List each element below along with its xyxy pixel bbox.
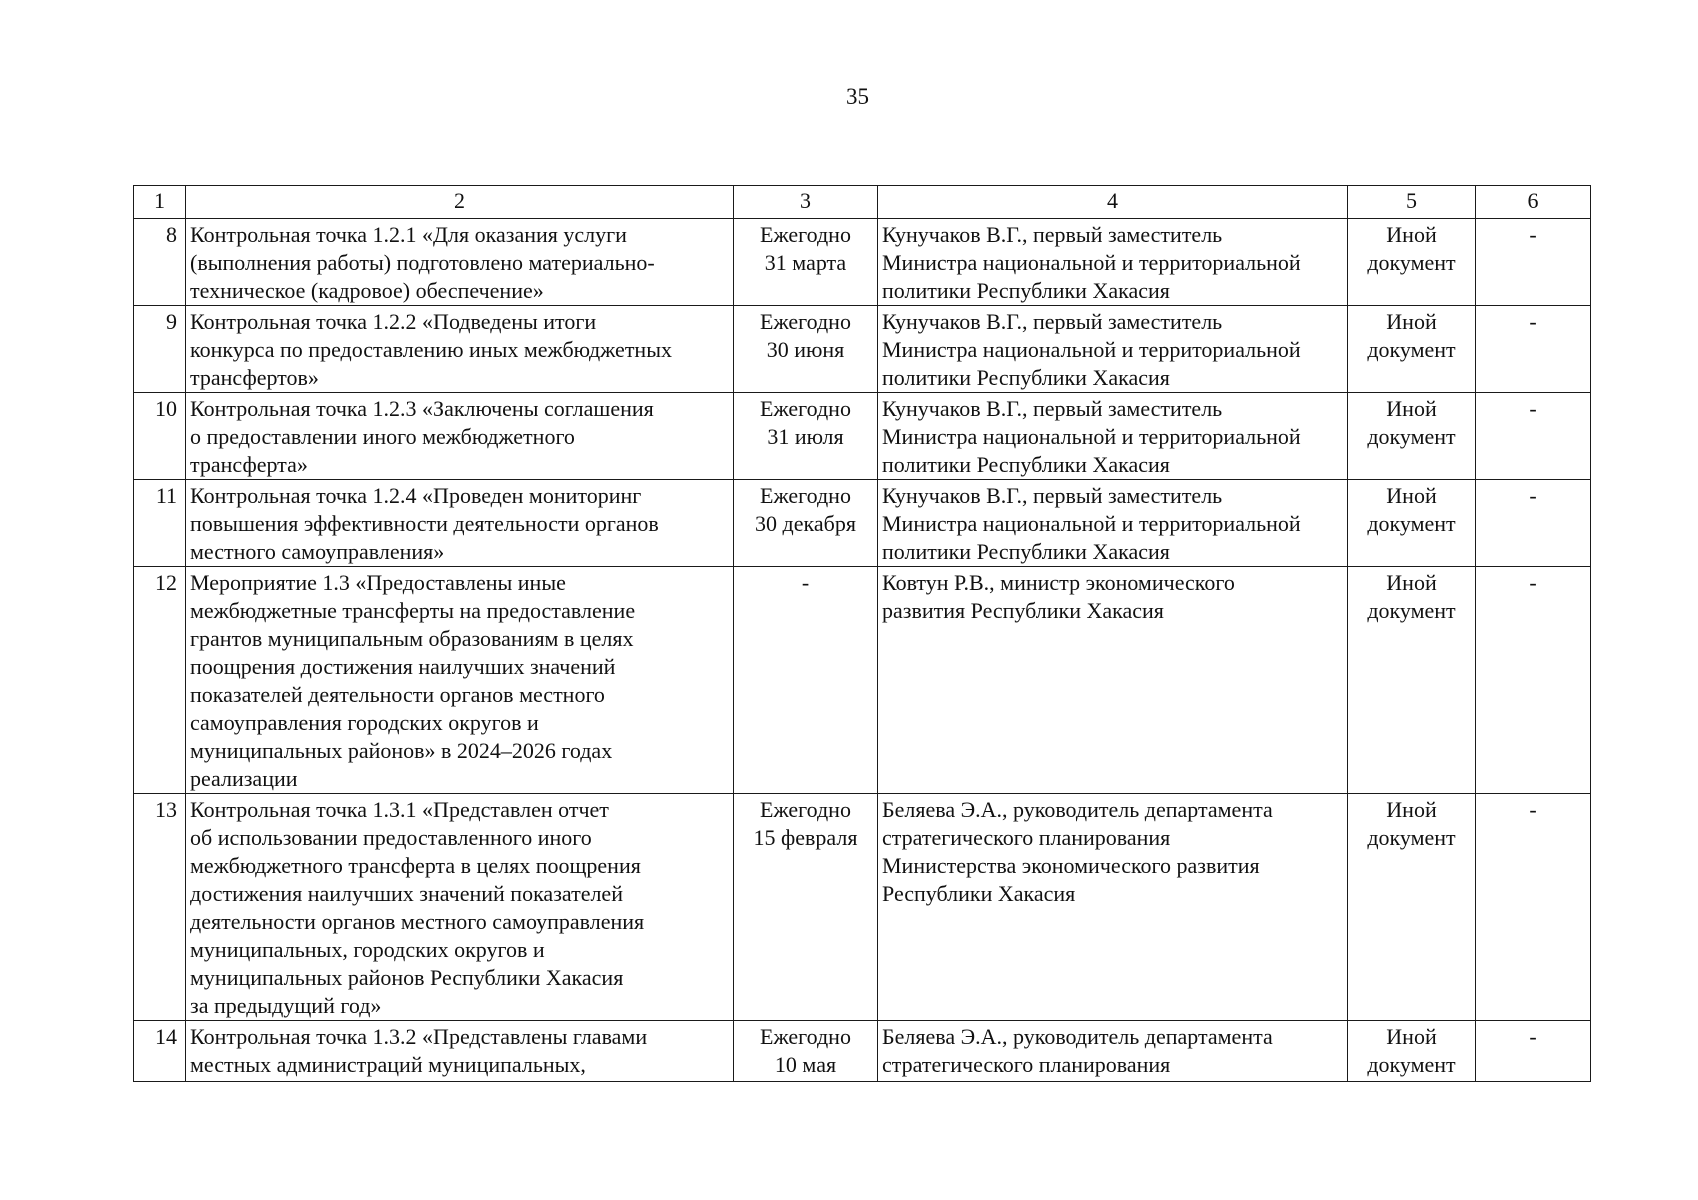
event-name-line: Контрольная точка 1.3.2 «Представлены главами	[190, 1024, 648, 1049]
event-name-cell	[186, 393, 734, 480]
event-name-line: реализации	[190, 766, 298, 791]
table-row	[134, 219, 1591, 306]
responsible-cell	[878, 794, 1348, 1021]
column-6-cell: -	[1476, 567, 1591, 794]
responsible-line: развития Республики Хакасия	[882, 598, 1164, 623]
row-number: 13	[134, 794, 186, 1021]
event-name-cell	[186, 480, 734, 567]
event-name-line: повышения эффективности деятельности органов	[190, 511, 659, 536]
responsible-line: Кунучаков В.Г., первый заместитель	[882, 483, 1223, 508]
responsible-cell	[878, 393, 1348, 480]
deadline-cell	[734, 480, 878, 567]
deadline-line: 30 июня	[766, 337, 845, 362]
event-name-line: самоуправления городских округов и	[190, 710, 539, 735]
document-type-line: документ	[1367, 598, 1456, 623]
deadline-line: Ежегодно	[760, 309, 851, 334]
column-6-cell: -	[1476, 480, 1591, 567]
event-name-line: муниципальных районов» в 2024–2026 годах	[190, 738, 613, 763]
responsible-line: Министерства экономического развития	[882, 853, 1260, 878]
table-row	[134, 1021, 1591, 1082]
header-cell-5: 5	[1348, 186, 1476, 219]
deadline-line: Ежегодно	[760, 483, 851, 508]
header-cell-3: 3	[734, 186, 878, 219]
event-name-line: деятельности органов местного самоуправления	[190, 909, 645, 934]
row-number: 11	[134, 480, 186, 567]
responsible-cell	[878, 567, 1348, 794]
table-row	[134, 794, 1591, 1021]
responsible-line: Министра национальной и территориальной	[882, 511, 1301, 536]
event-name-line: муниципальных районов Республики Хакасия	[190, 965, 624, 990]
deadline-cell	[734, 393, 878, 480]
document-type-cell	[1348, 1021, 1476, 1082]
responsible-cell	[878, 480, 1348, 567]
responsible-cell	[878, 1021, 1348, 1082]
responsible-line: Кунучаков В.Г., первый заместитель	[882, 222, 1223, 247]
responsible-line: политики Республики Хакасия	[882, 539, 1170, 564]
deadline-line: 30 декабря	[755, 511, 856, 536]
deadline-cell	[734, 1021, 878, 1082]
document-type-cell	[1348, 480, 1476, 567]
table-row	[134, 393, 1591, 480]
event-name-line: межбюджетного трансферта в целях поощрения	[190, 853, 641, 878]
document-type-line: документ	[1367, 424, 1456, 449]
row-number: 10	[134, 393, 186, 480]
event-name-line: Контрольная точка 1.2.3 «Заключены соглашения	[190, 396, 654, 421]
event-name-line: конкурса по предоставлению иных межбюджетных	[190, 337, 672, 362]
deadline-line: 31 марта	[764, 250, 847, 275]
deadline-line: 31 июля	[767, 424, 844, 449]
deadline-cell	[734, 306, 878, 393]
document-type-cell	[1348, 219, 1476, 306]
event-name-line: местного самоуправления»	[190, 539, 445, 564]
responsible-line: политики Республики Хакасия	[882, 365, 1170, 390]
document-type-cell	[1348, 567, 1476, 794]
event-name-line: трансферта»	[190, 452, 308, 477]
document-type-line: Иной	[1386, 1024, 1437, 1049]
event-name-line: местных администраций муниципальных,	[190, 1052, 586, 1077]
event-name-cell	[186, 306, 734, 393]
event-name-line: Контрольная точка 1.2.2 «Подведены итоги	[190, 309, 597, 334]
table-row	[134, 567, 1591, 794]
deadline-line: 15 февраля	[753, 825, 858, 850]
responsible-line: Ковтун Р.В., министр экономического	[882, 570, 1235, 595]
column-6-cell: -	[1476, 306, 1591, 393]
responsible-cell	[878, 306, 1348, 393]
event-name-line: Контрольная точка 1.2.4 «Проведен мониторинг	[190, 483, 642, 508]
deadline-line: Ежегодно	[760, 396, 851, 421]
table-row	[134, 480, 1591, 567]
event-name-line: показателей деятельности органов местного	[190, 682, 605, 707]
responsible-line: Кунучаков В.Г., первый заместитель	[882, 309, 1223, 334]
document-type-cell	[1348, 393, 1476, 480]
document-type-line: Иной	[1386, 483, 1437, 508]
event-name-line: межбюджетные трансферты на предоставление	[190, 598, 636, 623]
responsible-line: стратегического планирования	[882, 825, 1171, 850]
event-name-cell	[186, 1021, 734, 1082]
responsible-line: политики Республики Хакасия	[882, 278, 1170, 303]
responsible-line: Министра национальной и территориальной	[882, 250, 1301, 275]
column-6-cell: -	[1476, 219, 1591, 306]
column-6-cell: -	[1476, 794, 1591, 1021]
event-name-line: Контрольная точка 1.3.1 «Представлен отчет	[190, 797, 609, 822]
deadline-line: Ежегодно	[760, 222, 851, 247]
responsible-cell	[878, 219, 1348, 306]
header-cell-1: 1	[134, 186, 186, 219]
event-name-line: достижения наилучших значений показателей	[190, 881, 623, 906]
deadline-line: 10 мая	[774, 1052, 837, 1077]
document-type-cell	[1348, 306, 1476, 393]
responsible-line: Министра национальной и территориальной	[882, 337, 1301, 362]
event-name-line: (выполнения работы) подготовлено материально-	[190, 250, 655, 275]
deadline-line: Ежегодно	[760, 797, 851, 822]
document-type-line: документ	[1367, 511, 1456, 536]
row-number: 8	[134, 219, 186, 306]
event-name-cell	[186, 794, 734, 1021]
event-name-line: Контрольная точка 1.2.1 «Для оказания услуги	[190, 222, 627, 247]
row-number: 12	[134, 567, 186, 794]
responsible-line: Кунучаков В.Г., первый заместитель	[882, 396, 1223, 421]
column-6-cell: -	[1476, 1021, 1591, 1082]
document-type-line: Иной	[1386, 570, 1437, 595]
document-type-line: документ	[1367, 825, 1456, 850]
document-type-line: Иной	[1386, 222, 1437, 247]
deadline-cell	[734, 219, 878, 306]
document-type-line: документ	[1367, 250, 1456, 275]
responsible-line: стратегического планирования	[882, 1052, 1171, 1077]
event-name-line: Мероприятие 1.3 «Предоставлены иные	[190, 570, 566, 595]
table-header-row	[134, 186, 1591, 219]
column-6-cell: -	[1476, 393, 1591, 480]
document-type-cell	[1348, 794, 1476, 1021]
row-number: 14	[134, 1021, 186, 1082]
header-cell-2: 2	[186, 186, 734, 219]
event-name-cell	[186, 219, 734, 306]
responsible-line: Беляева Э.А., руководитель департамента	[882, 797, 1273, 822]
event-name-line: за предыдущий год»	[190, 993, 382, 1018]
responsible-line: Беляева Э.А., руководитель департамента	[882, 1024, 1273, 1049]
control-points-table	[133, 185, 1591, 1082]
page-number: 35	[846, 84, 869, 109]
document-type-line: Иной	[1386, 309, 1437, 334]
event-name-cell	[186, 567, 734, 794]
responsible-line: Министра национальной и территориальной	[882, 424, 1301, 449]
table-row	[134, 306, 1591, 393]
header-cell-6: 6	[1476, 186, 1591, 219]
deadline-line: -	[801, 570, 810, 595]
event-name-line: об использовании предоставленного иного	[190, 825, 592, 850]
deadline-line: Ежегодно	[760, 1024, 851, 1049]
header-cell-4: 4	[878, 186, 1348, 219]
document-type-line: документ	[1367, 1052, 1456, 1077]
row-number: 9	[134, 306, 186, 393]
event-name-line: грантов муниципальным образованиям в целях	[190, 626, 634, 651]
event-name-line: муниципальных, городских округов и	[190, 937, 545, 962]
responsible-line: Республики Хакасия	[882, 881, 1076, 906]
document-type-line: документ	[1367, 337, 1456, 362]
document-type-line: Иной	[1386, 797, 1437, 822]
event-name-line: трансфертов»	[190, 365, 319, 390]
deadline-cell	[734, 794, 878, 1021]
responsible-line: политики Республики Хакасия	[882, 452, 1170, 477]
document-type-line: Иной	[1386, 396, 1437, 421]
event-name-line: поощрения достижения наилучших значений	[190, 654, 616, 679]
event-name-line: о предоставлении иного межбюджетного	[190, 424, 575, 449]
event-name-line: техническое (кадровое) обеспечение»	[190, 278, 544, 303]
deadline-cell	[734, 567, 878, 794]
